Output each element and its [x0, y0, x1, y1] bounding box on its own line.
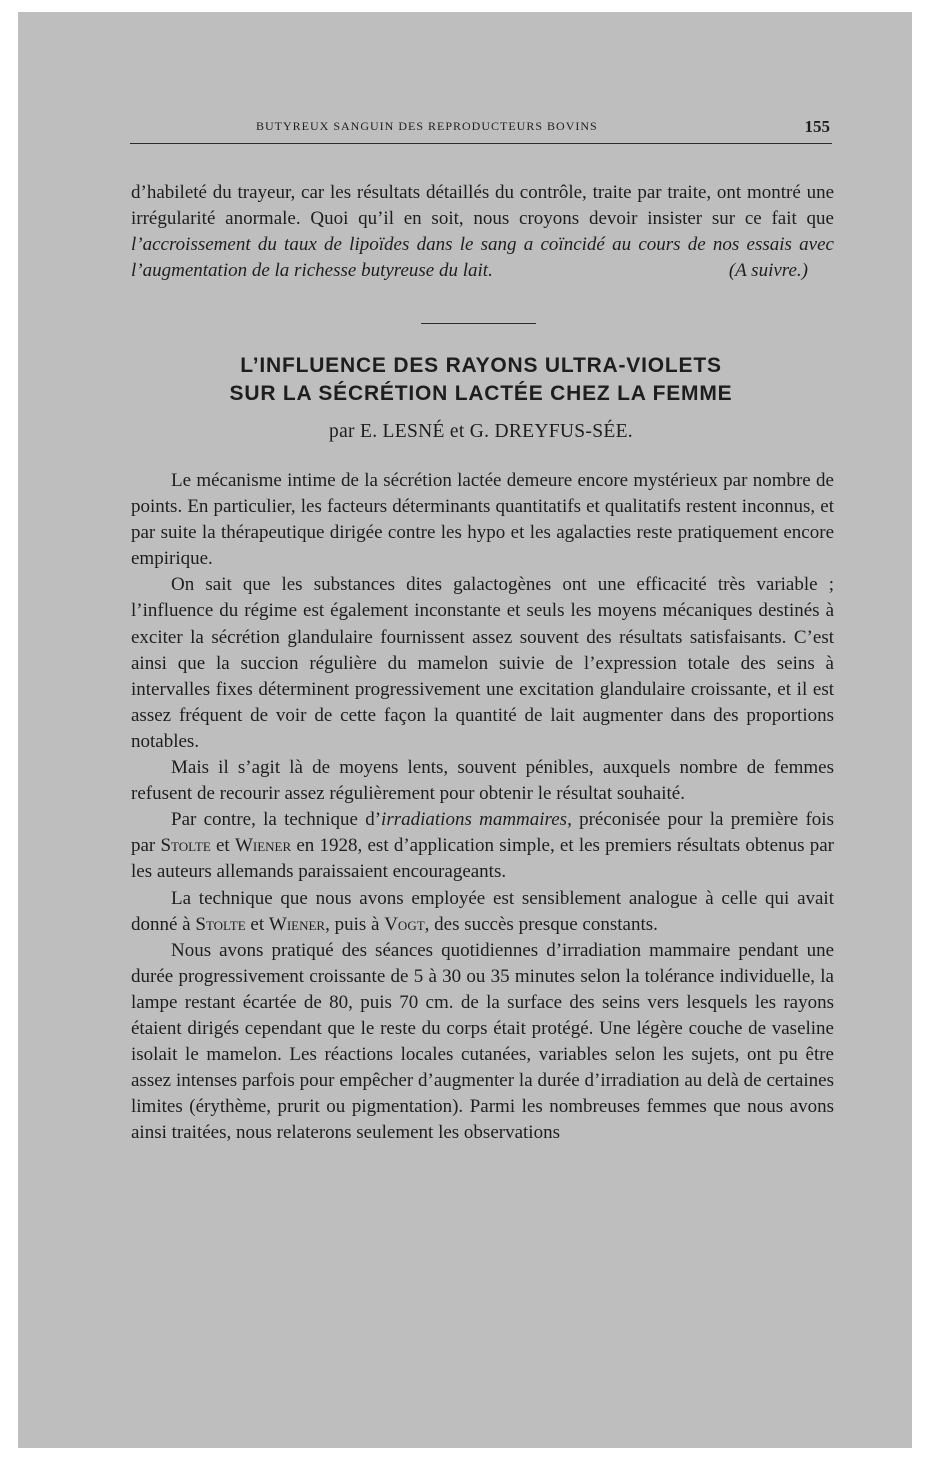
paragraph-4-text-a: Par contre, la technique d’ — [171, 809, 382, 831]
author-name-vogt: Vogt — [384, 913, 425, 935]
article-title-line-1: L’INFLUENCE DES RAYONS ULTRA-VIOLETS — [240, 354, 722, 377]
paragraph-5-text-d: , des succès presque constants. — [424, 913, 658, 935]
paragraph-2: On sait que les substances dites galactogènes ont une efficacité très variable ; l’influence du régime est également inconstante et seuls les moyens mécaniques destinés à exciter la sécrétion glandulaire fournissent assez souvent des résultats satisfaisants. C’est ainsi que la succion régulière du mamelon suivie de l’expression totale des seins à intervalles fixes déterminent progressivement une excitation glandulaire croissante, et il est assez fréquent de voir de cette façon la quantité de lait augmenter dans des proportions notables. — [131, 574, 834, 752]
page-number: 155 — [804, 117, 830, 136]
section-separator — [421, 323, 536, 324]
paragraph-5 — [131, 886, 834, 938]
article-title-line-2: SUR LA SÉCRÉTION LACTÉE CHEZ LA FEMME — [229, 382, 733, 405]
to-be-continued: (A suivre.) — [728, 260, 808, 282]
continuation-text: d’habileté du trayeur, car les résultats détaillés du contrôle, traite par traite, ont montré une irrégularité anormale. Quoi qu’il en soit, nous croyons devoir insister sur ce fait que — [131, 182, 834, 230]
paragraph-5-text-c: , puis à — [325, 913, 385, 935]
page-header — [130, 117, 832, 144]
author-name-wiener: Wiener — [268, 913, 326, 935]
continuation-emphasis: l’accroissement du taux de lipoïdes dans le sang a coïncidé au cours de nos essais avec l’augmentation de la richesse butyreuse du lait. — [131, 234, 834, 282]
author-name-stolte: Stolte — [160, 835, 211, 857]
paragraph-3: Mais il s’agit là de moyens lents, souvent pénibles, auxquels nombre de femmes refusent de recourir assez régulièrement pour obtenir le résultat souhaité. — [131, 757, 834, 805]
paragraph-4-text-c: et — [210, 835, 235, 857]
paragraph-1: Le mécanisme intime de la sécrétion lactée demeure encore mystérieux par nombre de points. En particulier, les facteurs déterminants quantitatifs et qualitatifs restent inconnus, et par suite la thérapeutique dirigée contre les hypo et les agalacties reste pratiquement encore empirique. — [131, 470, 834, 570]
author-name-stolte: Stolte — [195, 913, 246, 935]
article-body — [131, 468, 834, 1146]
paragraph-4-text-d: en 1928, est d’application simple, et les premiers résultats obtenus par les auteurs allemands paraissaient encourageants. — [131, 835, 834, 883]
paragraph-4-text-b: préconisée pour la première fois par — [131, 809, 834, 857]
paragraph-5-text-a: La technique que nous avons employée est sensiblement analogue à celle qui avait donné à — [131, 887, 834, 935]
running-title: BUTYREUX SANGUIN DES REPRODUCTEURS BOVINS — [256, 119, 598, 133]
paragraph-4-italic: irradiations mammaires, — [381, 809, 572, 831]
paragraph-4 — [131, 807, 834, 885]
article-byline: par E. LESNÉ et G. DREYFUS-SÉE. — [329, 421, 633, 442]
paragraph-5-text-b: et — [245, 913, 269, 935]
continuation-paragraph — [131, 180, 834, 284]
paragraph-6: Nous avons pratiqué des séances quotidiennes d’irradiation mammaire pendant une durée progressivement croissante de 5 à 30 ou 35 minutes selon la tolérance individuelle, la lampe restant écartée de 80, puis 70 cm. de la surface des seins vers lesquels les rayons étaient dirigés cependant que le reste du corps était protégé. Une légère couche de vaseline isolait le mamelon. Les réactions locales cutanées, variables selon les sujets, ont pu être assez intenses parfois pour empêcher d’augmenter la durée d’irradiation au delà de certaines limites (érythème, prurit ou pigmentation). Parmi les nombreuses femmes que nous avons ainsi traitées, nous relaterons seulement les observations — [131, 939, 834, 1144]
author-name-wiener: Wiener — [234, 835, 292, 857]
